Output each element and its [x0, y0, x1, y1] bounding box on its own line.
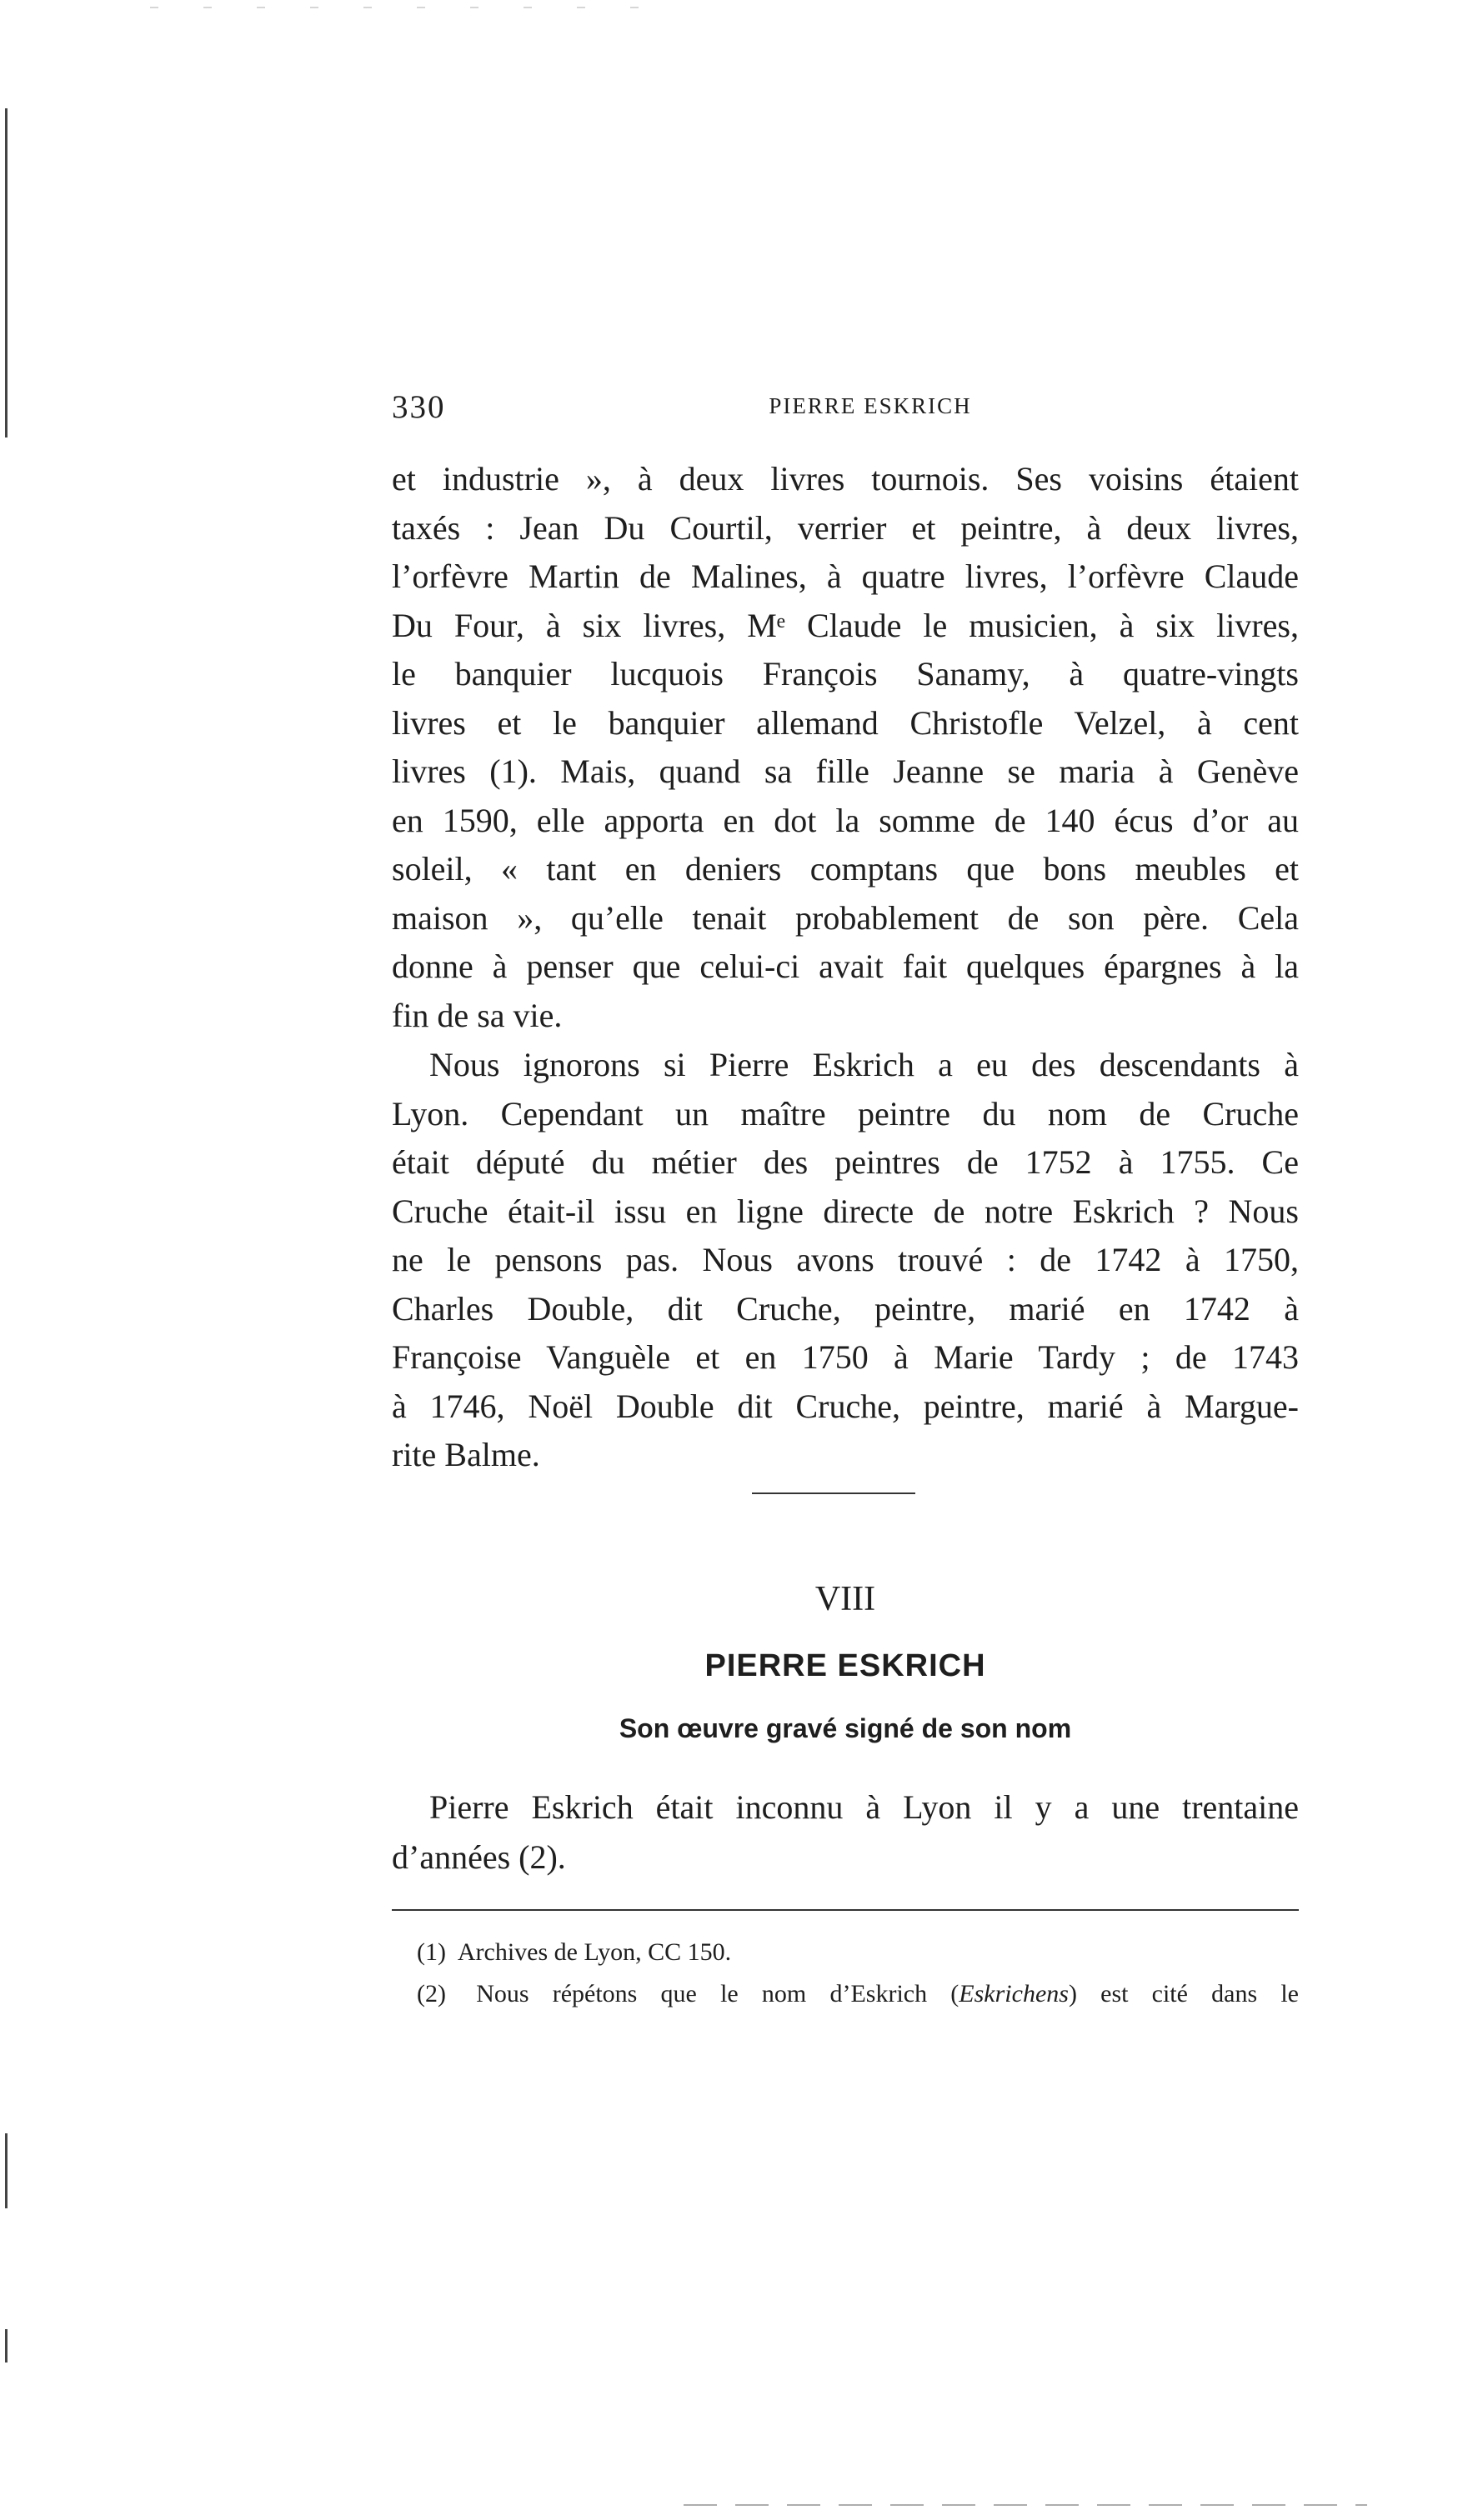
text-line: était député du métier des peintres de 1752 à 1755. Ce	[392, 1143, 1299, 1181]
text-line: taxés : Jean Du Courtil, verrier et peintre, à deux livres,	[392, 508, 1299, 547]
footnote-text: Archives de Lyon, CC 150.	[457, 1938, 732, 1966]
text-line: d’années (2).	[392, 1838, 566, 1876]
text-line: Françoise Vanguèle et en 1750 à Marie Tardy ; de 1743	[392, 1338, 1299, 1376]
section-title: PIERRE ESKRICH	[704, 1648, 986, 1683]
footnote-separator	[392, 1909, 1299, 1911]
scan-edge-artifact-left	[5, 2329, 8, 2362]
text-line: livres (1). Mais, quand sa fille Jeanne se maria à Genève	[392, 752, 1299, 790]
text-line: Pierre Eskrich était inconnu à Lyon il y a une trentaine	[429, 1788, 1299, 1826]
text-line: Nous ignorons si Pierre Eskrich a eu des descendants à	[429, 1046, 1299, 1083]
text-line: ne le pensons pas. Nous avons trouvé : de 1742 à 1750,	[392, 1241, 1299, 1278]
text-line: livres et le banquier allemand Christofle Velzel, à cent	[392, 703, 1299, 742]
footnote-marker: (1)	[417, 1938, 446, 1966]
scan-edge-artifact-left	[5, 108, 8, 438]
footnote-text: ) est cité dans le	[1068, 1980, 1299, 2008]
text-line: donne à penser que celui-ci avait fait quelques épargnes à la	[392, 948, 1299, 985]
page-number: 330	[392, 389, 446, 425]
running-head	[392, 388, 1299, 430]
section-divider	[752, 1492, 915, 1494]
section-subtitle: Son œuvre gravé signé de son nom	[619, 1713, 1072, 1743]
text-line: Charles Double, dit Cruche, peintre, marié en 1742 à	[392, 1289, 1299, 1328]
scan-edge-artifact-top	[150, 7, 650, 8]
text-line: Lyon. Cependant un maître peintre du nom de Cruche	[392, 1094, 1299, 1132]
footnotes	[392, 1932, 1299, 2015]
running-title: PIERRE ESKRICH	[769, 393, 972, 418]
text-line: l’orfèvre Martin de Malines, à quatre livres, l’orfèvre Claude	[392, 558, 1299, 595]
footnote-2	[392, 1973, 1299, 2015]
section-numeral: VIII	[814, 1580, 876, 1618]
text-line: soleil, « tant en deniers comptans que bons meubles et	[392, 850, 1299, 888]
text-line: en 1590, elle apporta en dot la somme de 140 écus d’or au	[392, 801, 1299, 839]
text-line: Du Four, à six livres, Mᵉ Claude le musicien, à six livres,	[392, 606, 1299, 644]
text-line: et industrie », à deux livres tournois. Ses voisins étaient	[392, 460, 1299, 498]
footnote-1	[392, 1932, 1299, 1973]
text-line: fin de sa vie.	[392, 996, 563, 1034]
paragraph-descendants	[392, 1041, 1299, 1480]
paragraph-section-intro	[392, 1782, 1299, 1882]
text-line: Cruche était-il issu en ligne directe de notre Eskrich ? Nous	[392, 1192, 1299, 1230]
text-line: le banquier lucquois François Sanamy, à quatre-vingts	[392, 655, 1299, 692]
text-line: maison », qu’elle tenait probablement de son père. Cela	[392, 898, 1299, 937]
footnote-italic-term: Eskrichens	[959, 1980, 1069, 2008]
paragraph-continuation	[392, 455, 1299, 1040]
footnote-marker: (2)	[417, 1980, 446, 2008]
text-line: à 1746, Noël Double dit Cruche, peintre, marié à Margue-	[392, 1387, 1299, 1425]
scan-edge-artifact-bottom	[684, 2504, 1367, 2506]
footnote-text: Nous répétons que le nom d’Eskrich (	[476, 1980, 959, 2008]
text-line: rite Balme.	[392, 1436, 540, 1473]
scan-edge-artifact-left	[5, 2133, 8, 2208]
